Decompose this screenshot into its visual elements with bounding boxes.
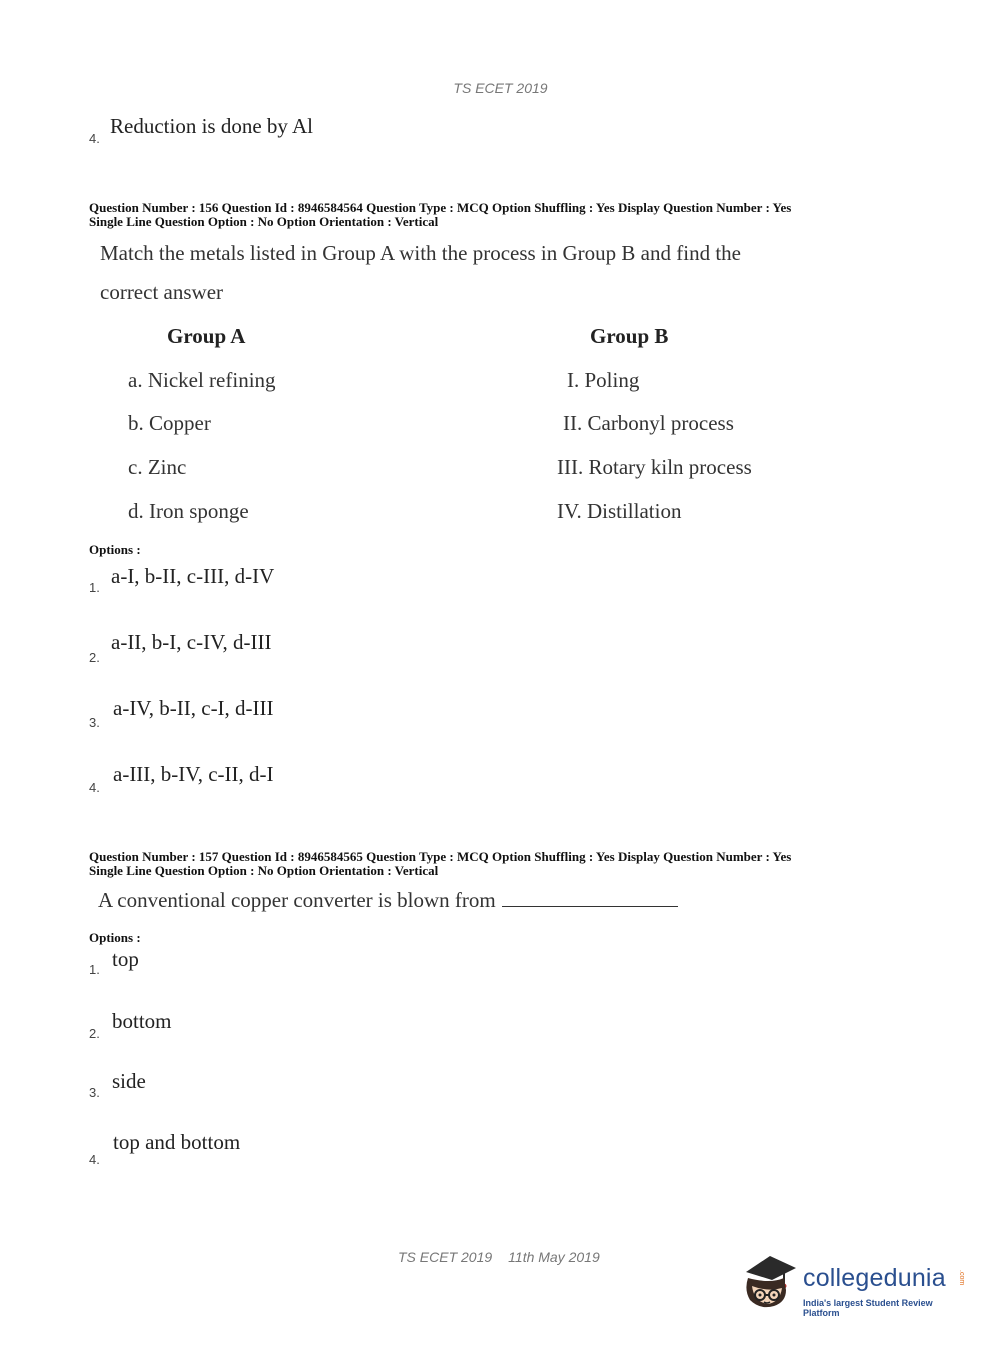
options-label: Options : (89, 542, 141, 557)
question-meta-line2: Single Line Question Option : No Option Orientation : Vertical (89, 214, 439, 229)
group-a-item: d. Iron sponge (128, 499, 249, 523)
option-number: 2. (89, 1026, 100, 1041)
brand-logo (740, 1250, 970, 1320)
group-b-item: IV. Distillation (557, 499, 682, 523)
question-text-line2: correct answer (100, 280, 224, 304)
question-text-line1: Match the metals listed in Group A with the process in Group B and find the (100, 241, 741, 265)
page-header: TS ECET 2019 (453, 80, 548, 96)
option-text: a-II, b-I, c-IV, d-III (111, 630, 272, 654)
question-meta-line1: Question Number : 156 Question Id : 8946584564 Question Type : MCQ Option Shuffling : Yes Display Question Number : Yes (89, 200, 792, 215)
option-number: 1. (89, 962, 100, 977)
option-number: 2. (89, 650, 100, 665)
group-a-item: a. Nickel refining (128, 368, 276, 392)
option-text: a-III, b-IV, c-II, d-I (113, 762, 274, 786)
option-text: Reduction is done by Al (110, 114, 313, 138)
question-meta-line2: Single Line Question Option : No Option Orientation : Vertical (89, 863, 439, 878)
brand-name: collegedunia (803, 1264, 946, 1292)
answer-blank (502, 888, 678, 907)
option-number: 4. (89, 780, 100, 795)
footer-exam: TS ECET 2019 (398, 1249, 493, 1265)
question-meta (89, 850, 791, 878)
brand-domain: .com (958, 1270, 965, 1286)
mascot-icon (740, 1250, 802, 1316)
question-meta (89, 201, 791, 229)
option-text: bottom (112, 1009, 172, 1033)
group-b-item: I. Poling (567, 368, 640, 392)
group-a-title: Group A (167, 324, 246, 348)
page-footer (398, 1249, 616, 1265)
option-number: 3. (89, 1085, 100, 1100)
option-number: 3. (89, 715, 100, 730)
option-text: a-IV, b-II, c-I, d-III (113, 696, 274, 720)
group-b-item: II. Carbonyl process (563, 411, 734, 435)
option-number: 4. (89, 131, 100, 146)
option-number: 1. (89, 580, 100, 595)
group-a-item: c. Zinc (128, 455, 187, 479)
option-text: side (112, 1069, 146, 1093)
option-text: a-I, b-II, c-III, d-IV (111, 564, 275, 588)
group-b-title: Group B (590, 324, 669, 348)
options-label: Options : (89, 930, 141, 945)
option-text: top and bottom (113, 1130, 241, 1154)
brand-tagline: India's largest Student Review Platform (803, 1298, 933, 1318)
footer-date: 11th May 2019 (508, 1249, 600, 1265)
group-a-item: b. Copper (128, 411, 211, 435)
question-meta-line1: Question Number : 157 Question Id : 8946584565 Question Type : MCQ Option Shuffling : Yes Display Question Number : Yes (89, 849, 792, 864)
group-b-item: III. Rotary kiln process (557, 455, 752, 479)
question-text (98, 888, 678, 913)
question-text-content: A conventional copper converter is blown from (98, 888, 496, 912)
option-number: 4. (89, 1152, 100, 1167)
option-text: top (112, 947, 139, 971)
